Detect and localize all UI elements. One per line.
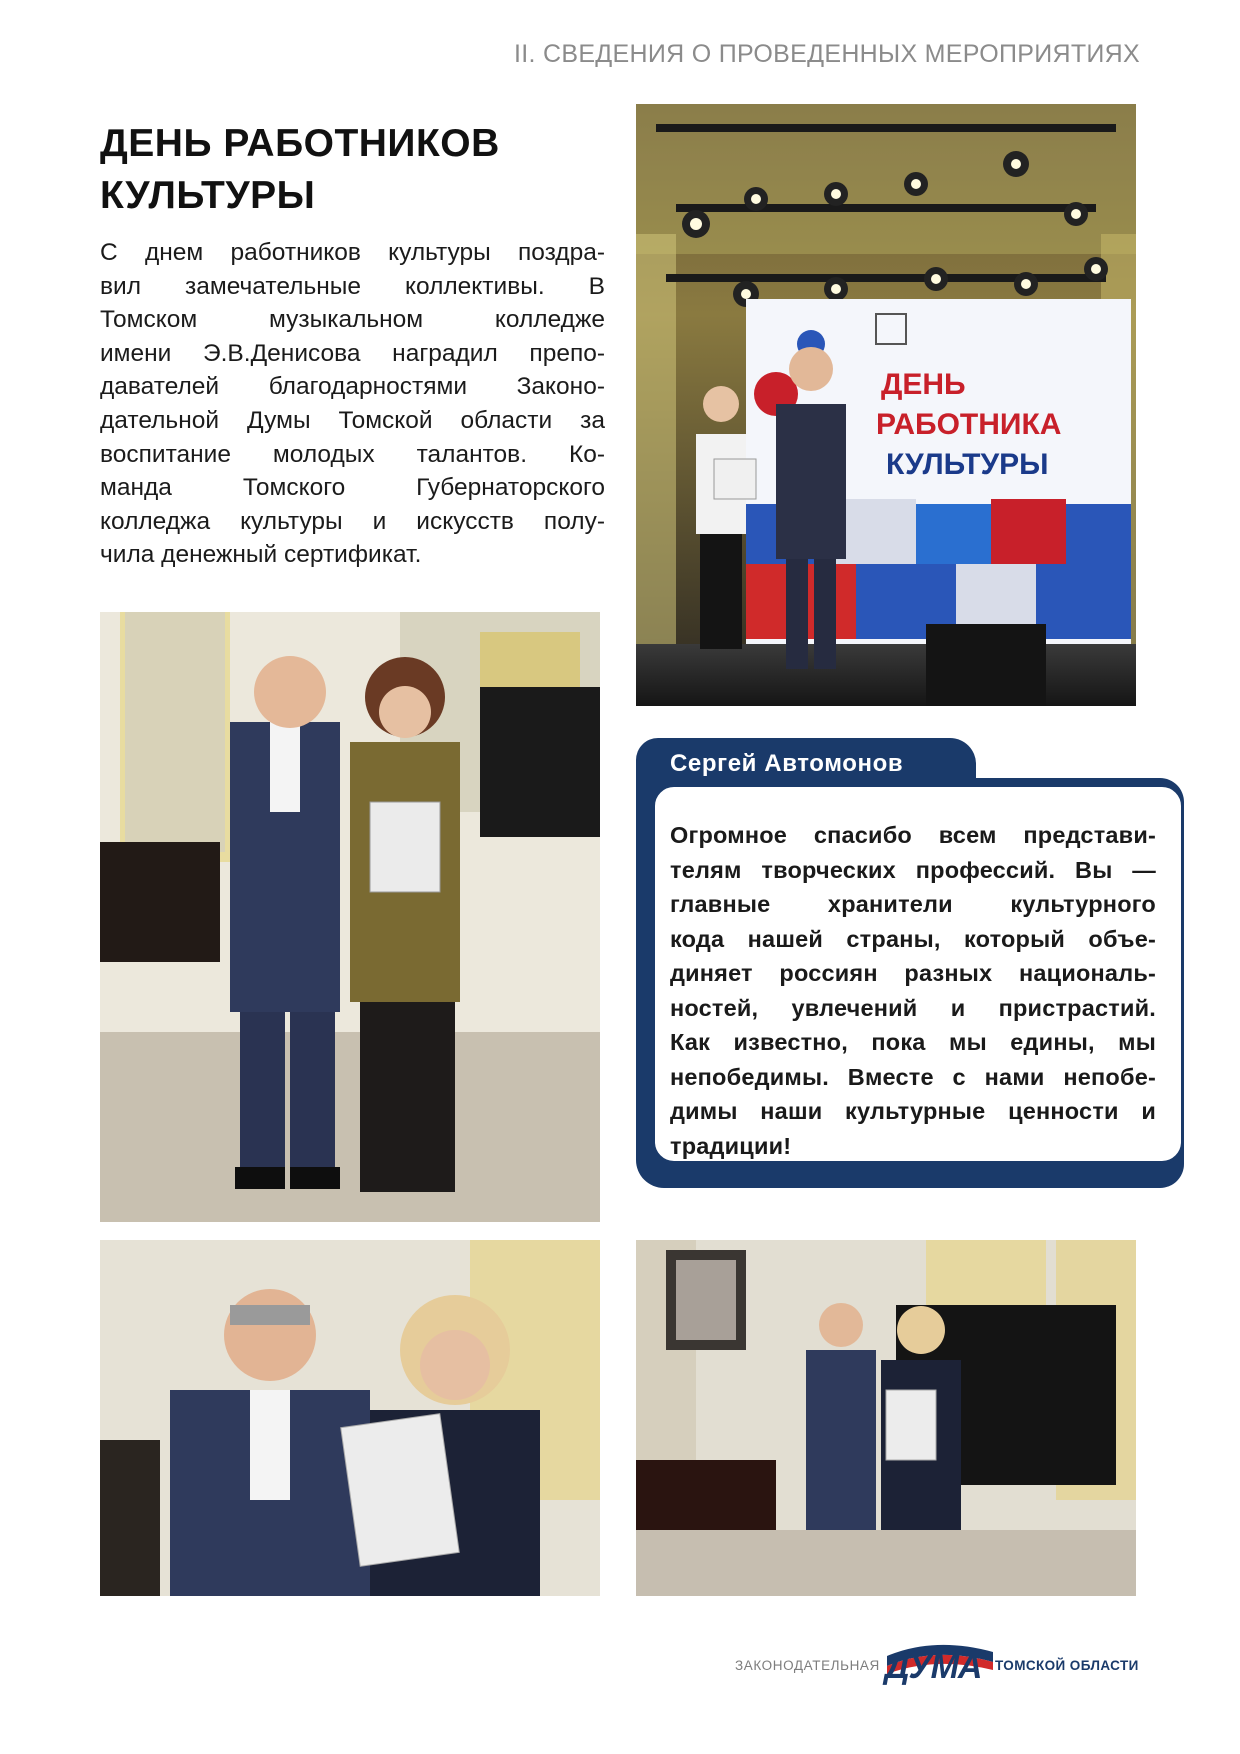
- stage-banner-line: РАБОТНИКА: [876, 408, 1062, 441]
- quote-author: Сергей Автомонов: [670, 750, 904, 777]
- logo-text: ДУМА: [885, 1648, 982, 1686]
- award-photo-1-illustration: [100, 612, 600, 1222]
- quote-line: кода нашей страны, который объе-: [670, 925, 1156, 952]
- footer-right-text: ТОМСКОЙ ОБЛАСТИ: [995, 1658, 1139, 1673]
- article-body-line: давателей благодарностями Законо-: [100, 373, 605, 401]
- section-header: II. СВЕДЕНИЯ О ПРОВЕДЕННЫХ МЕРОПРИЯТИЯХ: [514, 40, 1140, 68]
- quote-line: димы наши культурные ценности и: [670, 1098, 1156, 1124]
- quote-card: [636, 738, 1184, 1188]
- award-photo-1: [100, 612, 600, 1222]
- article-body-line: С днем работников культуры поздра-: [100, 239, 605, 266]
- award-photo-3: [636, 1240, 1136, 1596]
- article-title-line: КУЛЬТУРЫ: [100, 174, 316, 217]
- quote-line: Как известно, пока мы едины, мы: [670, 1029, 1156, 1055]
- footer: [735, 1640, 1155, 1690]
- article-body-line: Томском музыкальном колледже: [100, 306, 605, 334]
- quote-line: непобедимы. Вместе с нами непобе-: [670, 1063, 1156, 1090]
- footer-left-text: ЗАКОНОДАТЕЛЬНАЯ: [735, 1658, 880, 1673]
- award-photo-2: [100, 1240, 600, 1596]
- quote-line: традиции!: [670, 1132, 792, 1159]
- stage-banner-line: ДЕНЬ: [881, 368, 966, 401]
- quote-line: Огромное спасибо всем представи-: [670, 822, 1156, 848]
- quote-line: ностей, увлечений и пристрастий.: [670, 994, 1156, 1021]
- quote-line: главные хранители культурного: [670, 891, 1156, 917]
- award-photo-2-illustration: [100, 1240, 600, 1596]
- quote-line: диняет россиян разных националь-: [670, 960, 1156, 986]
- article-body-line: манда Томского Губернаторского: [100, 474, 605, 502]
- article-body-line: чила денежный сертификат.: [100, 541, 422, 569]
- article-body-line: имени Э.В.Денисова наградил препо-: [100, 339, 605, 367]
- quote-text: [670, 818, 1156, 1163]
- article-title-line: ДЕНЬ РАБОТНИКОВ: [100, 122, 500, 165]
- stage-photo: [636, 104, 1136, 706]
- article-body-line: колледжа культуры и искусств полу-: [100, 507, 605, 535]
- article-body-line: дательной Думы Томской области за: [100, 406, 605, 434]
- stage-banner-line: КУЛЬТУРЫ: [886, 448, 1049, 481]
- article-title: [100, 118, 620, 222]
- stage-photo-illustration: [636, 104, 1136, 706]
- article-body-line: вил замечательные коллективы. В: [100, 272, 605, 300]
- award-photo-3-illustration: [636, 1240, 1136, 1596]
- article-body: [100, 236, 605, 572]
- quote-line: телям творческих профессий. Вы —: [670, 856, 1156, 883]
- article-body-line: воспитание молодых талантов. Ко-: [100, 440, 605, 468]
